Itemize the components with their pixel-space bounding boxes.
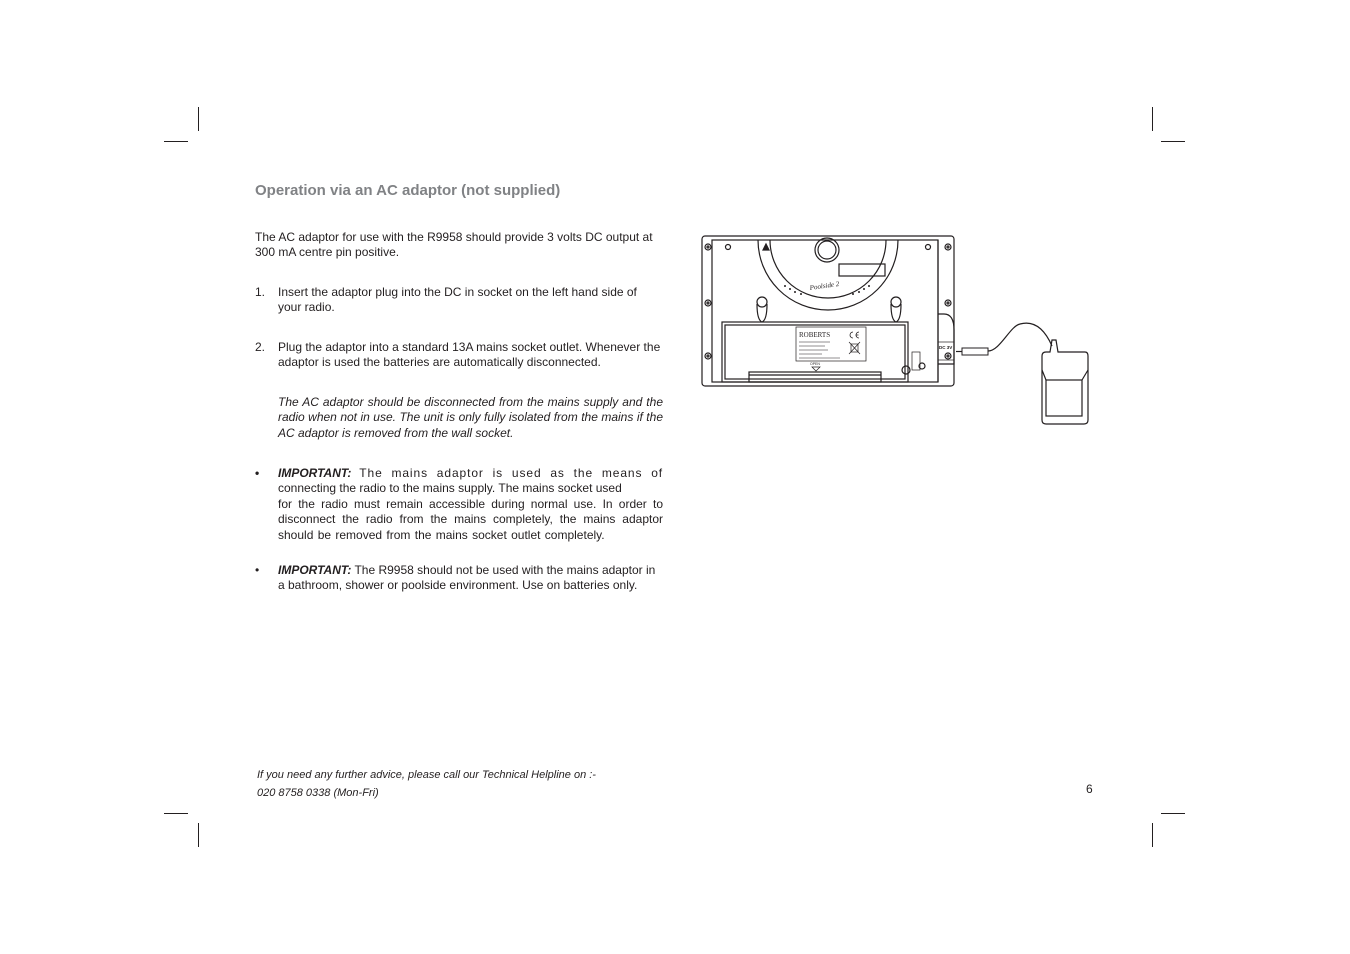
bullet-text: connecting the radio to the mains supply. The mains socket used <box>278 481 622 496</box>
ac-adaptor-icon <box>1042 340 1088 424</box>
helpline-number: 020 8758 0338 (Mon-Fri) <box>257 787 379 799</box>
bullet-marker: • <box>255 466 260 480</box>
screw-icon <box>705 300 711 306</box>
crop-mark <box>198 107 199 131</box>
step-text: Insert the adaptor plug into the DC in socket on the left hand side of your radio. <box>278 285 637 315</box>
bullet-first-line <box>278 466 663 481</box>
roberts-logo: ROBERTS <box>799 331 831 339</box>
screw-icon <box>705 353 711 359</box>
open-label: OPEN <box>810 362 820 366</box>
crop-mark <box>1152 107 1153 131</box>
helpline-text: If you need any further advice, please call our Technical Helpline on :- <box>257 769 596 781</box>
step-number: 2. <box>255 340 266 354</box>
note-text: The AC adaptor should be disconnected from the mains supply and the radio when not in use. The unit is only fully isolated from the mains if the AC adaptor is removed from the wall socket. <box>278 395 663 440</box>
crop-mark <box>1161 813 1185 814</box>
page-title: Operation via an AC adaptor (not supplied) <box>255 182 561 199</box>
radio-adaptor-illustration <box>700 234 1092 428</box>
weee-bin-icon <box>849 342 860 354</box>
crop-mark <box>198 823 199 847</box>
screw-icon <box>945 353 951 359</box>
ce-mark-icon <box>850 332 859 338</box>
screw-icon <box>945 244 951 250</box>
crop-mark <box>1152 823 1153 847</box>
intro-paragraph <box>255 230 663 261</box>
screw-icon <box>726 245 731 250</box>
crop-mark <box>164 813 188 814</box>
keyhole-mount-icon <box>891 297 901 322</box>
important-label: IMPORTANT: <box>278 466 352 480</box>
dc-plug <box>962 348 988 355</box>
crop-mark <box>164 141 188 142</box>
crop-mark <box>1161 141 1185 142</box>
bullet-text: for the radio must remain accessible during normal use. In order to disconnect the radio from the mains completely, the mains adaptor should be removed from the mains socket outlet completely. <box>278 496 663 542</box>
page-number: 6 <box>1086 782 1093 796</box>
adaptor-cable <box>988 323 1052 351</box>
screw-icon <box>926 245 931 250</box>
step-text: Plug the adaptor into a standard 13A mains socket outlet. Whenever the adaptor is used the batteries are automatically disconnected. <box>278 340 661 370</box>
important-label: IMPORTANT: <box>278 563 352 577</box>
step-number: 1. <box>255 285 266 299</box>
bullet-text: The mains adaptor is used as the means of <box>359 466 664 480</box>
dc-socket-panel <box>938 314 954 364</box>
keyhole-mount-icon <box>757 297 767 322</box>
screw-icon <box>705 244 711 250</box>
intro-text: The AC adaptor for use with the R9958 should provide 3 volts DC output at 300 mA centre pin positive. <box>255 230 653 260</box>
bullet-marker: • <box>255 563 260 577</box>
model-script: Poolside 2 <box>809 279 840 292</box>
arrow-up-icon <box>763 244 769 250</box>
bullet-text: The R9958 should not be used with the mains adaptor in a bathroom, shower or poolside environment. Use on batteries only. <box>278 563 656 593</box>
screw-icon <box>945 300 951 306</box>
dc-socket-label: DC 3V <box>939 345 953 350</box>
rear-panel-arc <box>758 240 898 310</box>
